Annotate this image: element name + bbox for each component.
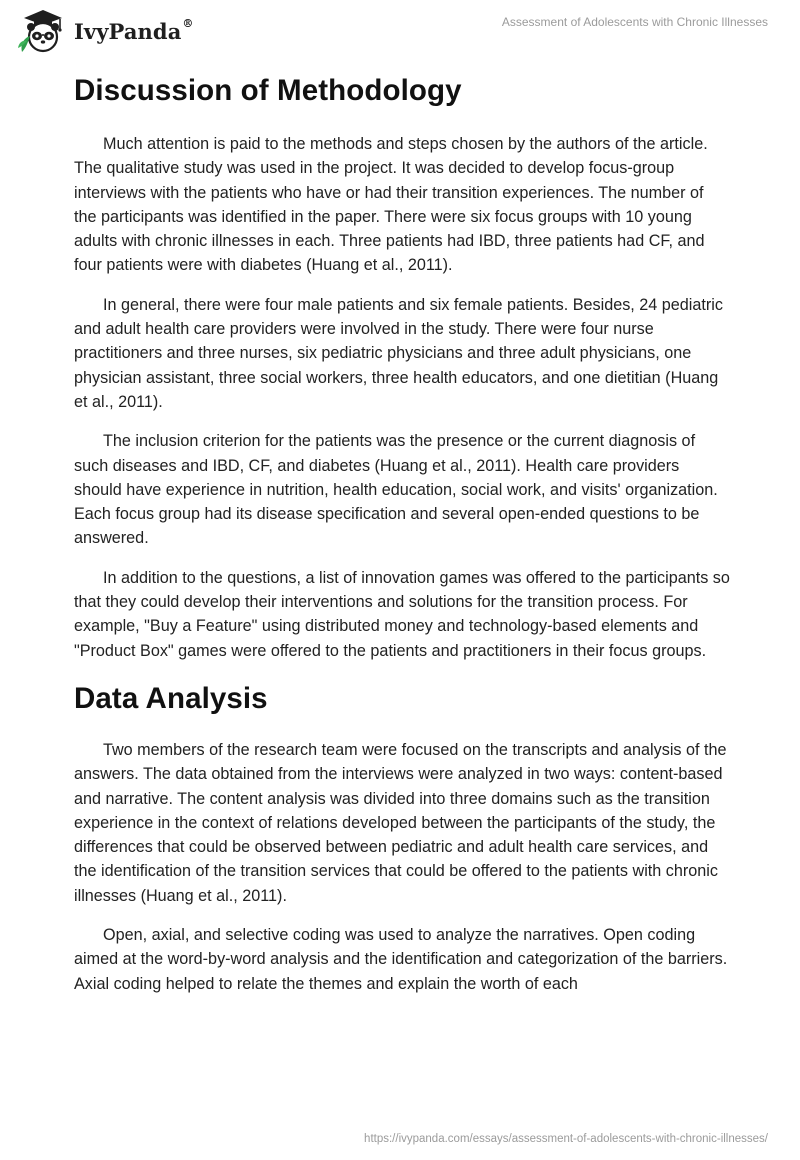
essay-title: Assessment of Adolescents with Chronic Illnesses [501,15,768,29]
page-header [0,0,800,64]
paragraph: The inclusion criterion for the patients was the presence or the current diagnosis of such diseases and IBD, CF, and diabetes (Huang et al., 2011). Health care providers should have experience in nutrition, health education, social work, and visits' organization. Each focus group had its disease specification and several open-ended questions to be answered. [74,432,718,548]
essay-content [74,70,730,1011]
paragraph: Two members of the research team were focused on the transcripts and analysis of the answers. The data obtained from the interviews were analyzed in two ways: content-based and narrative. The content analysis was divided into three domains such as the transition experience in the context of relations developed between the participants of the study, the differences that could be observed between pediatric and adult health care services, and the identification of the transition services that could be offered to the patients with chronic illnesses (Huang et al., 2011). [74,740,727,905]
paragraph: In addition to the questions, a list of innovation games was offered to the participants so that they could develop their interventions and solutions for the transition process. For example, "Buy a Feature" using distributed money and technology-based elements and "Product Box" games were offered to the patients and practitioners in their focus groups. [74,568,730,660]
paragraph: Open, axial, and selective coding was used to analyze the narratives. Open coding aimed at the word-by-word analysis and the identification and categorization of the barriers. Axial coding helped to relate the themes and explain the worth of each [74,926,728,993]
ivypanda-logo[interactable] [16,8,196,54]
section-heading: Data Analysis [74,681,268,715]
registered-mark: ® [182,16,194,30]
paragraph: In general, there were four male patients and six female patients. Besides, 24 pediatric and adult health care providers were involved in the study. There were four nurse practitioners and three nurses, six pediatric physicians and three adult physicians, one physician assistant, three social workers, three health educators, and one dietitian (Huang et al., 2011). [74,295,723,411]
logo-wordmark [74,16,194,44]
paragraph: Much attention is paid to the methods and steps chosen by the authors of the article. The qualitative study was used in the project. It was decided to develop focus-group interviews with the patients who have or had their transition experiences. The number of the participants was identified in the paper. There were six focus groups with 10 young adults with chronic illnesses in each. Three patients had IBD, three patients had CF, and four patients were with diabetes (Huang et al., 2011). [74,135,708,275]
logo-text: IvyPanda [74,18,182,44]
source-url[interactable]: https://ivypanda.com/essays/assessment-of-adolescents-with-chronic-illnesses/ [364,1133,768,1145]
panda-graduate-icon [16,8,70,54]
section-heading: Discussion of Methodology [74,74,462,107]
